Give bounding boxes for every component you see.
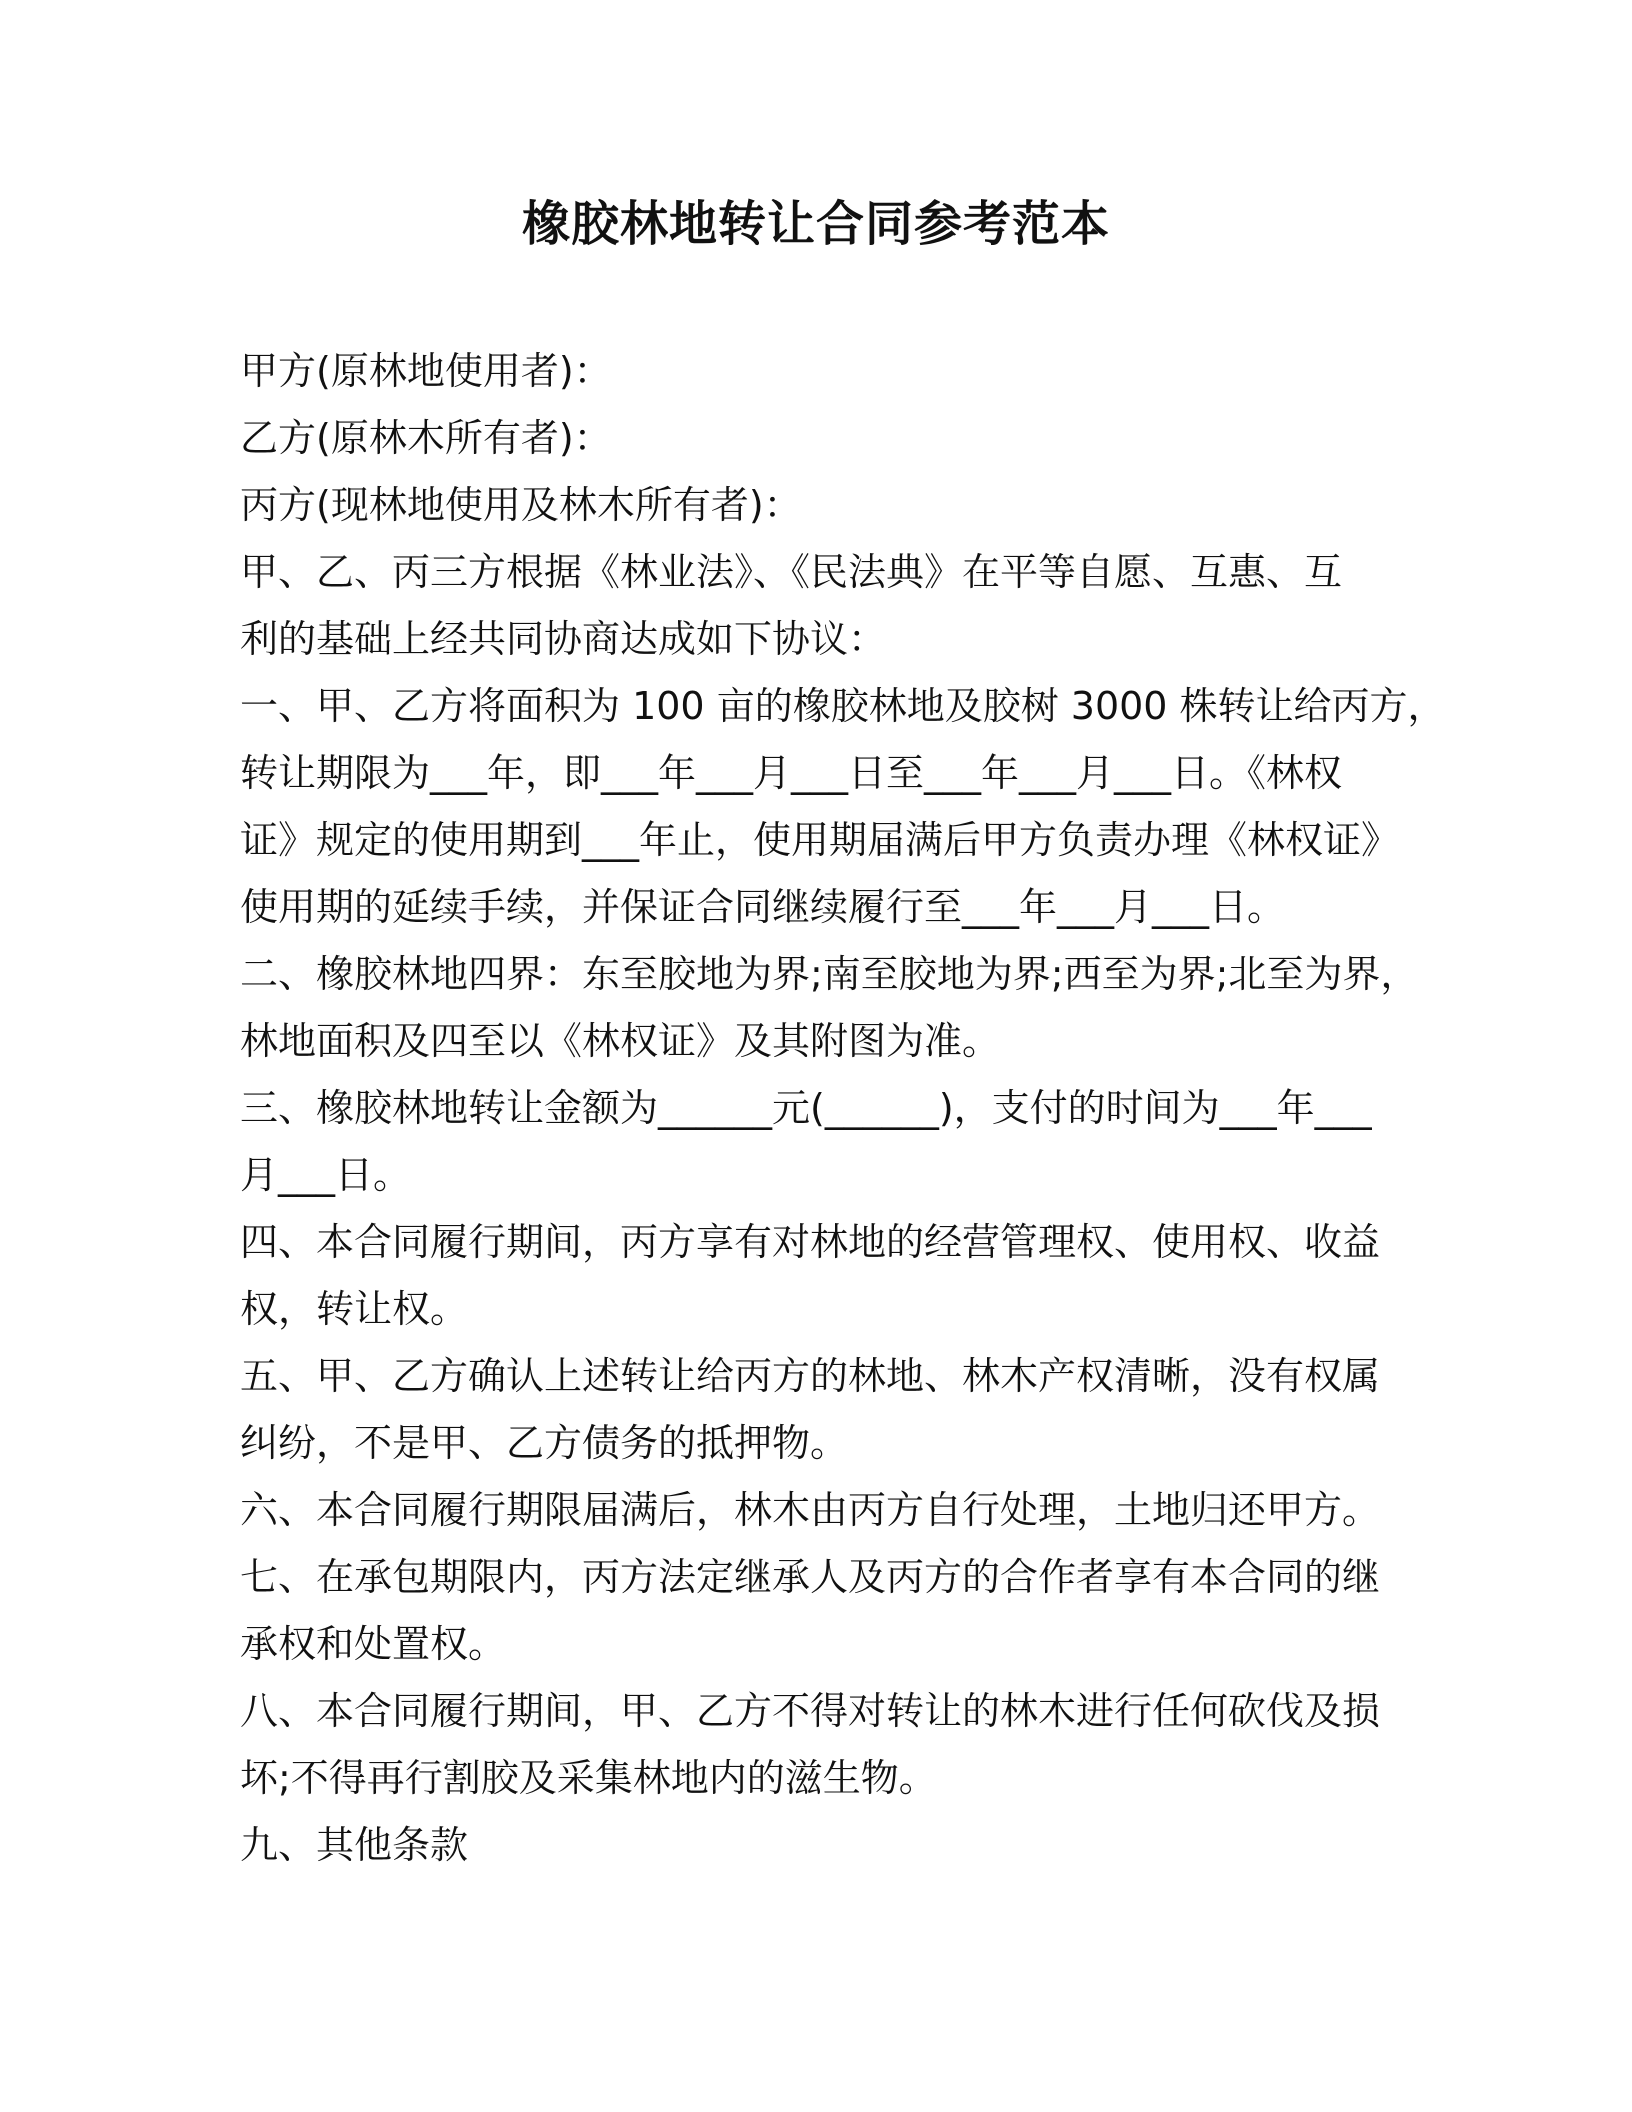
clause-1-line: 一、甲、乙方将面积为 100 亩的橡胶林地及胶树 3000 株转让给丙方， bbox=[240, 684, 1446, 728]
clause-7-line: 承权和处置权。 bbox=[240, 1622, 507, 1666]
clause-8-line: 坏;不得再行割胶及采集林地内的滋生物。 bbox=[240, 1756, 937, 1800]
clause-1-line: 使用期的延续手续，并保证合同继续履行至___年___月___日。 bbox=[240, 885, 1286, 929]
clause-4-line: 权，转让权。 bbox=[240, 1287, 469, 1331]
clause-7-line: 七、在承包期限内，丙方法定继承人及丙方的合作者享有本合同的继 bbox=[240, 1555, 1381, 1599]
party-a-line: 甲方(原林地使用者)： bbox=[240, 349, 612, 393]
party-c-line: 丙方(现林地使用及林木所有者)： bbox=[240, 483, 802, 527]
party-b-line: 乙方(原林木所有者)： bbox=[240, 416, 612, 460]
clause-6-line: 六、本合同履行期限届满后，林木由丙方自行处理，土地归还甲方。 bbox=[240, 1488, 1381, 1532]
clause-2-line: 二、橡胶林地四界：东至胶地为界;南至胶地为界;西至为界;北至为界， bbox=[240, 952, 1419, 996]
clause-9-line: 九、其他条款 bbox=[240, 1823, 469, 1867]
document-body bbox=[240, 338, 1446, 1879]
clause-3-line: 三、橡胶林地转让金额为______元(______)，支付的时间为___年___ bbox=[240, 1086, 1372, 1130]
clause-5-line: 纠纷，不是甲、乙方债务的抵押物。 bbox=[240, 1421, 849, 1465]
clause-1-line: 证》规定的使用期到___年止，使用期届满后甲方负责办理《林权证》 bbox=[240, 818, 1400, 862]
clause-1-line: 转让期限为___年，即___年___月___日至___年___月___日。《林权 bbox=[240, 751, 1343, 795]
clause-2-line: 林地面积及四至以《林权证》及其附图为准。 bbox=[240, 1019, 1001, 1063]
clause-4-line: 四、本合同履行期间，丙方享有对林地的经营管理权、使用权、收益 bbox=[240, 1220, 1381, 1264]
clause-3-line: 月___日。 bbox=[240, 1153, 412, 1197]
preamble-line: 甲、乙、丙三方根据《林业法》、《民法典》在平等自愿、互惠、互 bbox=[240, 550, 1343, 594]
clause-5-line: 五、甲、乙方确认上述转让给丙方的林地、林木产权清晰，没有权属 bbox=[240, 1354, 1381, 1398]
preamble-line: 利的基础上经共同协商达成如下协议： bbox=[240, 617, 887, 661]
clause-8-line: 八、本合同履行期间，甲、乙方不得对转让的林木进行任何砍伐及损 bbox=[240, 1689, 1381, 1733]
document-title: 橡胶林地转让合同参考范本 bbox=[521, 196, 1110, 252]
